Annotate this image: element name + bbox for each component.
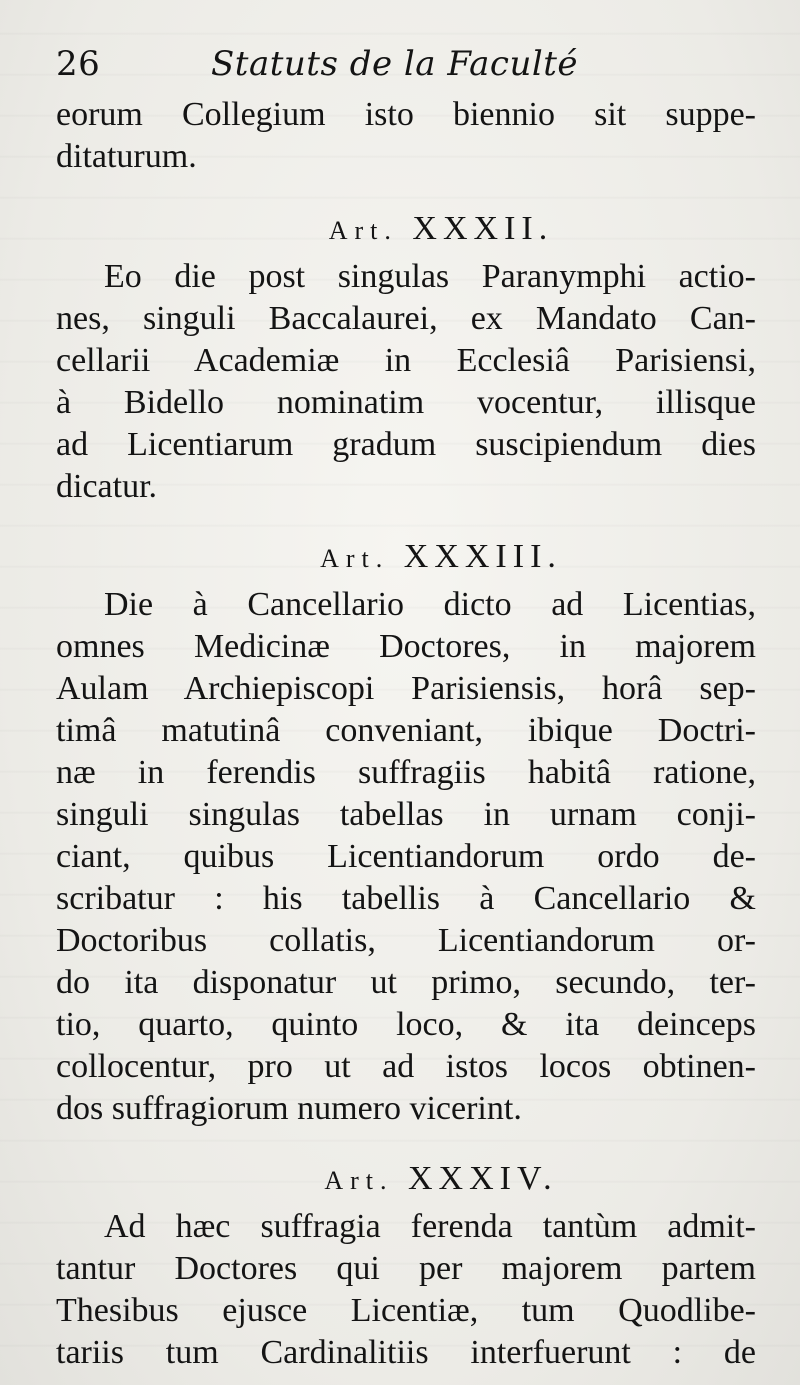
text-line: cellarii Academiæ in Ecclesiâ Parisiensi, xyxy=(56,342,756,379)
text-line: tio, quarto, quinto loco, & ita deinceps xyxy=(56,1006,756,1043)
text-line: Die à Cancellario dicto ad Licentias, xyxy=(104,586,756,623)
text-line: collocentur, pro ut ad istos locos obtinen- xyxy=(56,1048,756,1085)
article-paragraph-xxxiii xyxy=(56,584,756,1130)
text-line: ditaturum. xyxy=(56,138,197,175)
continuation-paragraph xyxy=(56,94,756,178)
text-line: singuli singulas tabellas in urnam conji- xyxy=(56,796,756,833)
page-content xyxy=(56,44,756,1374)
text-line: omnes Medicinæ Doctores, in majorem xyxy=(56,628,756,665)
text-line: timâ matutinâ conveniant, ibique Doctri- xyxy=(56,712,756,749)
article-heading-xxxiv xyxy=(56,1158,756,1202)
article-paragraph-xxxiv xyxy=(56,1206,756,1374)
text-line: eorum Collegium isto biennio sit suppe- xyxy=(56,96,756,133)
text-line: tantur Doctores qui per majorem partem xyxy=(56,1250,756,1287)
text-line: dicatur. xyxy=(56,468,158,505)
text-line: à Bidello nominatim vocentur, illisque xyxy=(56,384,756,421)
article-label: Art. xyxy=(324,1166,394,1195)
text-line: Aulam Archiepiscopi Parisiensis, horâ sep- xyxy=(56,670,756,707)
text-line: scribatur : his tabellis à Cancellario & xyxy=(56,880,756,917)
text-line: ciant, quibus Licentiandorum ordo de- xyxy=(56,838,756,875)
article-label: Art. xyxy=(320,544,390,573)
text-line: ad Licentiarum gradum suscipiendum dies xyxy=(56,426,756,463)
text-line: næ in ferendis suffragiis habitâ ratione, xyxy=(56,754,756,791)
running-head xyxy=(56,44,756,94)
text-line: tariis tum Cardinalitiis interfuerunt : de xyxy=(56,1334,756,1371)
article-paragraph-xxxii xyxy=(56,256,756,508)
article-numeral: XXXII. xyxy=(412,210,554,247)
text-line: nes, singuli Baccalaurei, ex Mandato Can- xyxy=(56,300,756,337)
article-label: Art. xyxy=(328,216,398,245)
text-line: Eo die post singulas Paranymphi actio- xyxy=(104,258,756,295)
article-heading-xxxiii xyxy=(56,536,756,580)
text-line: Thesibus ejusce Licentiæ, tum Quodlibe- xyxy=(56,1292,756,1329)
article-numeral: XXXIII. xyxy=(403,538,562,575)
article-heading-xxxii xyxy=(56,208,756,252)
article-numeral: XXXIV. xyxy=(408,1160,558,1197)
text-line: Doctoribus collatis, Licentiandorum or- xyxy=(56,922,756,959)
text-line: Ad hæc suffragia ferenda tantùm admit- xyxy=(104,1208,756,1245)
running-title: Statuts de la Faculté xyxy=(211,44,579,84)
page-number: 26 xyxy=(56,44,101,84)
text-line: dos suffragiorum numero vicerint. xyxy=(56,1090,522,1127)
text-line: do ita disponatur ut primo, secundo, ter- xyxy=(56,964,756,1001)
